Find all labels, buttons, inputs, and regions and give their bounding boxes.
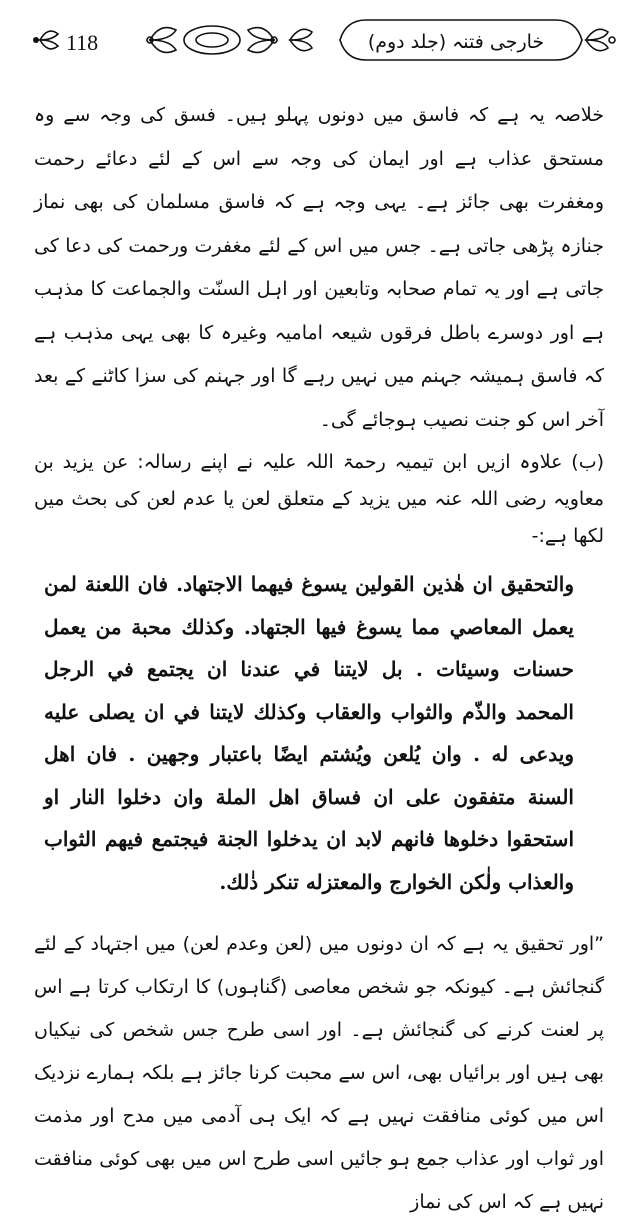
page-header: [0, 0, 633, 78]
page-number: 118: [66, 30, 99, 55]
urdu-translation: ”اور تحقیق یہ ہے کہ ان دونوں میں (لعن وعدم لعن) میں اجتہاد کے لئے گنجائش ہے۔ کیونکہ جو شخص معاصی (گناہوں) کا ارتکاب کرتا ہے اس پر لعنت کرنے کی گنجائش ہے۔ اور اسی طرح جس شخص کی نیکیاں بھی ہیں اور برائیاں بھی، اس سے محبت کرنا جائز ہے بلکہ ہمارے نزدیک اس میں کوئی منافقت نہیں ہے کہ ایک ہی آدمی میں مدح اور مذمت اور ثواب اور عذاب جمع ہو جائیں اسی طرح اس میں بھی کوئی منافقت نہیں ہے کہ اس کی نماز: [34, 933, 604, 1213]
arabic-quotation: والتحقيق ان هٰذين القولين يسوغ فيهما الاجتهاد. فان اللعنة لمن يعمل المعاصي مما يسوغ فيها الجتهاد. وكذلك محبة من يعمل حسنات وسيئات . بل لايتنا في عندنا ان يجتمع في الرجل المحمد والذّم والثواب والعقاب وكذلك لايتنا في ان يصلى عليه ويدعى له . وان يُلعن ويُشتم ايضًا باعتبار وجهين . فان اهل السنة متفقون على ان فساق اهل الملة وان دخلوا النار او استحقوا دخلوها فانهم لابد ان يدخلوا الجنة فيجتمع فيهم الثواب والعذاب ولٰكن الخوارج والمعتزله تنكر ذٰلك.: [44, 572, 574, 894]
book-title-cartouche: [346, 20, 566, 64]
page-body: [34, 94, 604, 1224]
book-title: خارجی فتنہ (جلد دوم): [367, 31, 545, 53]
conclusion-paragraph: خلاصہ یہ ہے کہ فاسق میں دونوں پہلو ہیں۔ فسق کی وجہ سے وہ مستحق عذاب ہے اور ایمان کی وجہ سے اس کے لئے دعائے رحمت ومغفرت بھی جائز ہے۔ یہی وجہ ہے کہ فاسق مسلمان کی بھی نماز جنازہ پڑھی جاتی ہے۔ جس میں اس کے لئے مغفرت ورحمت کی دعا کی جاتی ہے اور یہ تمام صحابہ وتابعین اور اہل السنّت والجماعت کا مذہب ہے اور دوسرے باطل فرقوں شیعہ امامیہ وغیرہ کا بھی یہی مذہب ہے کہ فاسق ہمیشہ جہنم میں نہیں رہے گا اور جہنم کی سزا کاٹنے کے بعد آخر اس کو جنت نصیب ہوجائے گی۔: [34, 104, 604, 431]
ibn-taymiyyah-intro: (ب) علاوہ ازیں ابن تیمیہ رحمۃ اللہ علیہ نے اپنے رسالہ: عن یزید بن معاویہ رضی اللہ عنہ میں یزید کے متعلق لعن یا عدم لعن کی بحث میں لکھا ہے:-: [34, 451, 604, 547]
